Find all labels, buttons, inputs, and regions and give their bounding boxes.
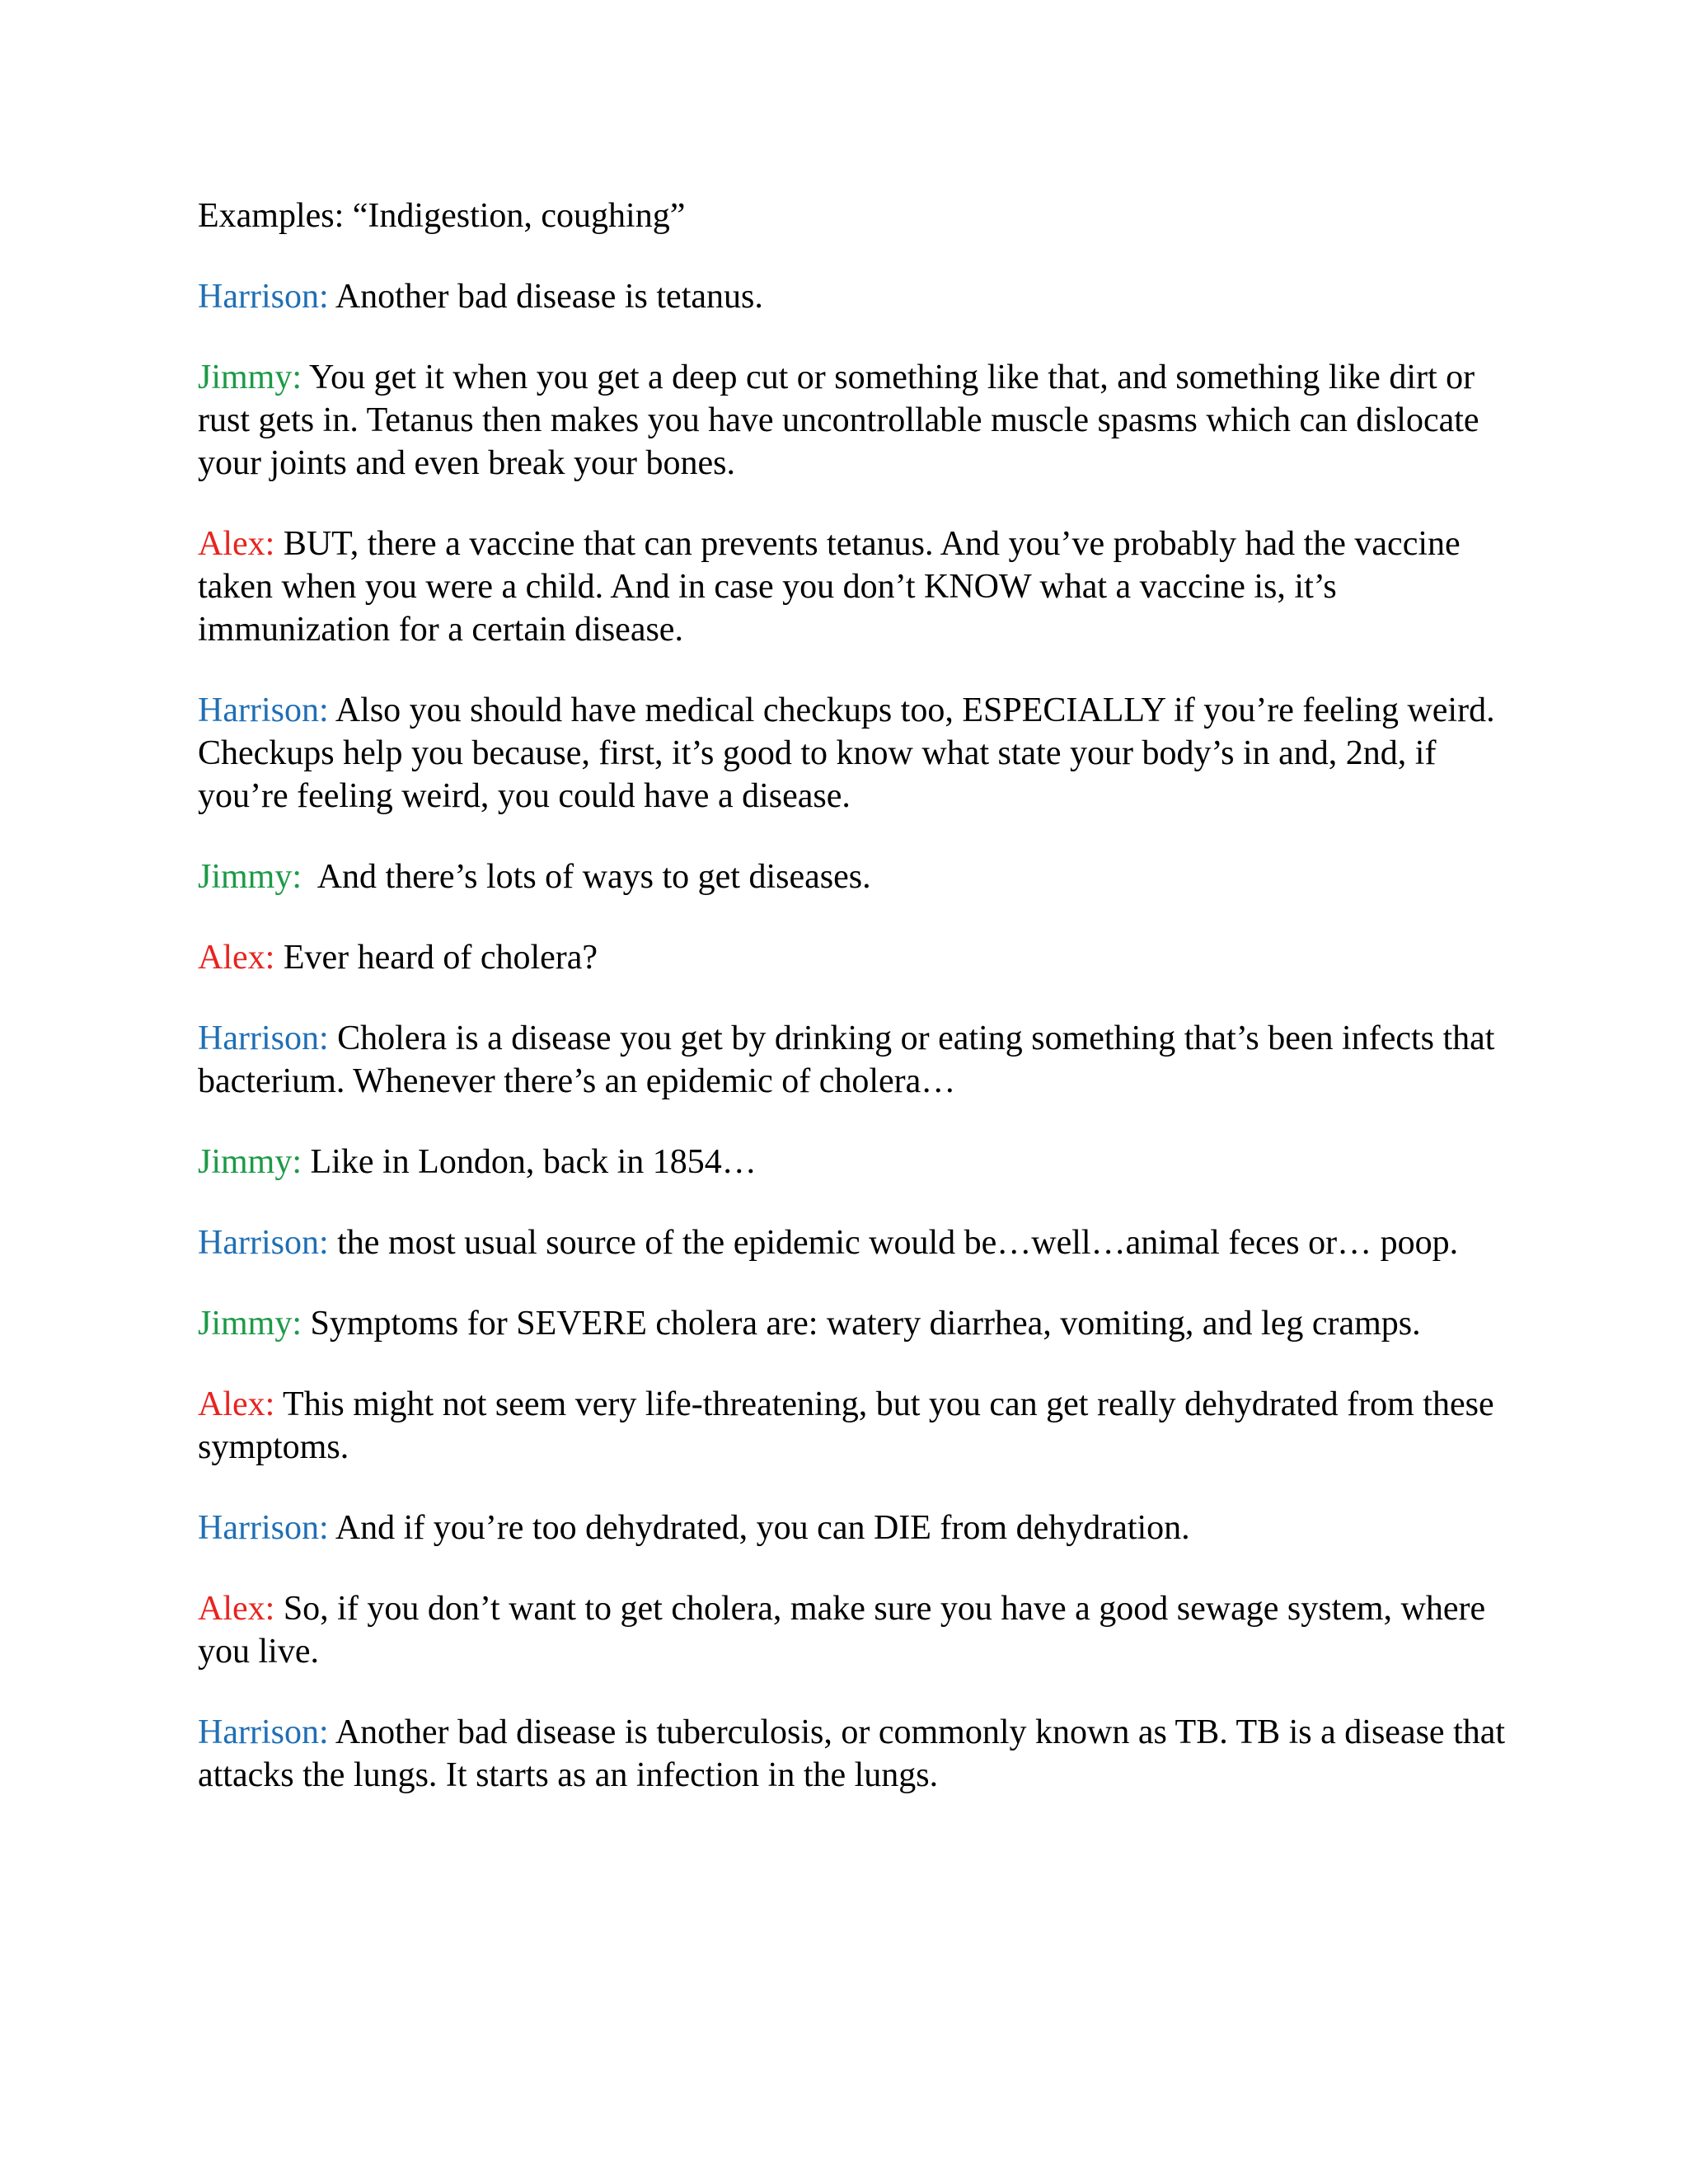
speaker-alex: Alex: (198, 1385, 275, 1423)
dialogue-line (198, 855, 1517, 898)
speaker-alex: Alex: (198, 939, 275, 977)
dialogue-text: Ever heard of cholera? (274, 939, 598, 977)
speaker-jimmy: Jimmy: (198, 359, 302, 396)
speaker-harrison: Harrison: (198, 1713, 329, 1751)
dialogue-text: Another bad disease is tuberculosis, or commonly known as TB. TB is a disease that attacks the lungs. It starts as an infection in the lungs. (198, 1713, 1506, 1794)
dialogue-text: You get it when you get a deep cut or something like that, and something like dirt or rust gets in. Tetanus then makes you have uncontrollable muscle spasms which can dislocate your joints and even break your bones. (198, 359, 1479, 482)
dialogue-text: This might not seem very life-threatening, but you can get really dehydrated from these symptoms. (198, 1385, 1494, 1466)
document-page (198, 194, 1517, 1835)
examples-line: Examples: “Indigestion, coughing” (198, 197, 686, 235)
dialogue-text: So, if you don’t want to get cholera, make sure you have a good sewage system, where you live. (198, 1590, 1486, 1671)
speaker-harrison: Harrison: (198, 1509, 329, 1547)
dialogue-line (198, 936, 1517, 979)
dialogue-line (198, 275, 1517, 318)
dialogue-line (198, 1017, 1517, 1103)
dialogue-text: BUT, there a vaccine that can prevents tetanus. And you’ve probably had the vaccine taken when you were a child. And in case you don’t KNOW what a vaccine is, it’s immunization for a certain disease. (198, 525, 1461, 649)
dialogue-text: And there’s lots of ways to get diseases. (302, 858, 871, 896)
speaker-harrison: Harrison: (198, 1224, 329, 1262)
dialogue-line (198, 1587, 1517, 1673)
dialogue-line (198, 1302, 1517, 1345)
dialogue-text: the most usual source of the epidemic would be…well…animal feces or… poop. (328, 1224, 1459, 1262)
dialogue-line (198, 1221, 1517, 1264)
dialogue-text: Symptoms for SEVERE cholera are: watery diarrhea, vomiting, and leg cramps. (302, 1305, 1421, 1343)
dialogue-text: Also you should have medical checkups too, ESPECIALLY if you’re feeling weird. Checkups help you because, first, it’s good to know what state your body’s in and, 2nd, if you’re feeling weird, you could have a disease. (198, 691, 1495, 815)
dialogue-text: Cholera is a disease you get by drinking or eating something that’s been infects that bacterium. Whenever there’s an epidemic of cholera… (198, 1019, 1495, 1100)
dialogue-text: Another bad disease is tetanus. (328, 278, 763, 316)
speaker-alex: Alex: (198, 525, 275, 563)
dialogue-line (198, 523, 1517, 651)
speaker-jimmy: Jimmy: (198, 858, 302, 896)
dialogue-text: Like in London, back in 1854… (302, 1143, 757, 1181)
dialogue-line (198, 1383, 1517, 1469)
speaker-harrison: Harrison: (198, 1019, 329, 1057)
dialogue-line (198, 1711, 1517, 1797)
speaker-jimmy: Jimmy: (198, 1305, 302, 1343)
speaker-harrison: Harrison: (198, 278, 329, 316)
dialogue-line (198, 689, 1517, 818)
dialogue-line (198, 1507, 1517, 1549)
dialogue-text: And if you’re too dehydrated, you can DIE from dehydration. (328, 1509, 1190, 1547)
speaker-jimmy: Jimmy: (198, 1143, 302, 1181)
speaker-harrison: Harrison: (198, 691, 329, 729)
dialogue-line (198, 356, 1517, 485)
dialogue-line (198, 1141, 1517, 1183)
speaker-alex: Alex: (198, 1590, 275, 1628)
